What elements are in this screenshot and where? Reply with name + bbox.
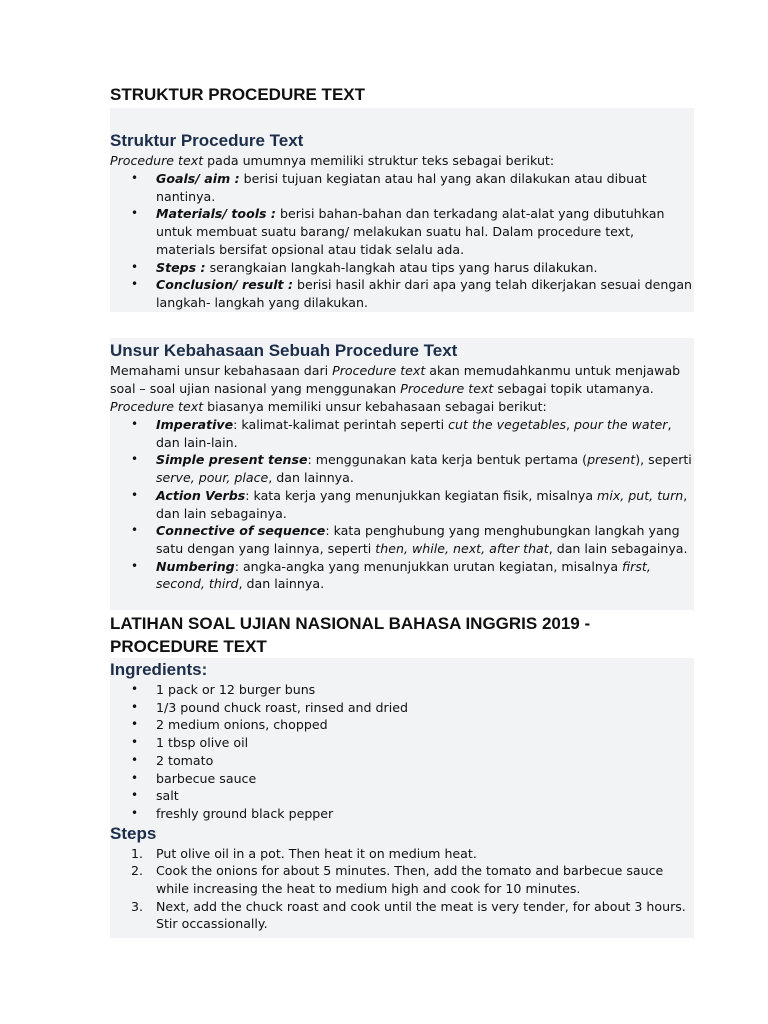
bullet-icon: • — [131, 277, 139, 292]
bullet-icon: • — [131, 752, 139, 767]
list-item: • Action Verbs: kata kerja yang menunjukkan kegiatan fisik, misalnya mix, put, turn, dan lain sebagainya. — [131, 487, 688, 521]
list-item: • 1/3 pound chuck roast, rinsed and dried — [131, 699, 408, 715]
list-item: • 2 medium onions, chopped — [131, 717, 328, 733]
unsur-list — [110, 416, 694, 593]
bullet-icon: • — [131, 558, 139, 573]
list-item: • freshly ground black pepper — [131, 805, 334, 821]
list-item: • Conclusion/ result : berisi hasil akhir dari apa yang telah dikerjakan sesuai dengan langkah- langkah yang dilakukan. — [131, 277, 693, 310]
bullet-icon: • — [131, 770, 139, 785]
struktur-list — [110, 170, 694, 312]
unsur-intro-2: Procedure text biasanya memiliki unsur kebahasaan sebagai berikut: — [110, 399, 547, 414]
bullet-icon: • — [131, 452, 139, 467]
recipe-section — [110, 658, 694, 938]
list-item: • Steps : serangkaian langkah-langkah atau tips yang harus dilakukan. — [131, 259, 598, 275]
struktur-heading: Struktur Procedure Text — [110, 131, 304, 150]
list-item: • salt — [131, 788, 179, 804]
bullet-icon: • — [131, 523, 139, 538]
struktur-intro: Procedure text pada umumnya memiliki struktur teks sebagai berikut: — [110, 153, 555, 168]
bullet-icon: • — [131, 682, 139, 696]
list-item: • Connective of sequence: kata penghubung yang menghubungkan langkah yang satu dengan yang lainnya, seperti then, while, next, after that, dan lain sebagainya. — [131, 523, 688, 556]
bullet-icon: • — [131, 717, 139, 732]
list-item: • 2 tomato — [131, 752, 214, 768]
bullet-icon: • — [131, 735, 139, 750]
bullet-icon: • — [131, 417, 139, 431]
bullet-icon: • — [131, 805, 139, 820]
steps-heading: Steps — [110, 823, 157, 843]
bullet-icon: • — [131, 788, 139, 803]
list-item: • Numbering: angka-angka yang menunjukkan urutan kegiatan, misalnya first, second, third, dan lainnya. — [131, 558, 651, 592]
unsur-intro: Memahami unsur kebahasaan dari Procedure text akan memudahkanmu untuk menjawab soal – soal ujian nasional yang menggunakan Procedure text sebagai topik utamanya. — [110, 363, 681, 396]
list-item: • 1 pack or 12 burger buns — [131, 682, 316, 697]
latihan-title: LATIHAN SOAL UJIAN NASIONAL BAHASA INGGRIS 2019 - PROCEDURE TEXT — [110, 614, 591, 656]
list-item: • Imperative: kalimat-kalimat perintah seperti cut the vegetables, pour the water, dan lain-lain. — [131, 417, 672, 450]
bullet-icon: • — [131, 171, 139, 185]
list-item: • Materials/ tools : berisi bahan-bahan dan terkadang alat-alat yang dibutuhkan untuk membuat suatu barang/ melakukan suatu hal. Dalam procedure text, materials bersifat opsional atau tidak selalu ada. — [131, 206, 665, 257]
bullet-icon: • — [131, 206, 139, 221]
ingredients-heading: Ingredients: — [110, 660, 208, 679]
bullet-icon: • — [131, 259, 139, 274]
unsur-heading: Unsur Kebahasaan Sebuah Procedure Text — [110, 341, 458, 360]
unsur-section — [110, 312, 694, 610]
steps-list — [110, 845, 694, 934]
main-title: STRUKTUR PROCEDURE TEXT — [110, 85, 366, 104]
struktur-section — [110, 108, 694, 312]
list-item: • barbecue sauce — [131, 770, 257, 786]
bullet-icon: • — [131, 699, 139, 714]
ingredients-list — [110, 681, 694, 823]
list-item: 3. Next, add the chuck roast and cook until the meat is very tender, for about 3 hours. Stir occassionally. — [131, 898, 686, 932]
list-item: • Goals/ aim : berisi tujuan kegiatan atau hal yang akan dilakukan atau dibuat nantinya. — [131, 171, 647, 204]
list-item: 2. Cook the onions for about 5 minutes. Then, add the tomato and barbecue sauce while increasing the heat to medium high and cook for 10 minutes. — [131, 863, 664, 897]
list-item: • Simple present tense: menggunakan kata kerja bentuk pertama (present), seperti serve, pour, place, dan lainnya. — [131, 452, 692, 486]
list-item: • 1 tbsp olive oil — [131, 735, 249, 751]
bullet-icon: • — [131, 487, 139, 502]
list-item: 1. Put olive oil in a pot. Then heat it on medium heat. — [131, 845, 477, 861]
